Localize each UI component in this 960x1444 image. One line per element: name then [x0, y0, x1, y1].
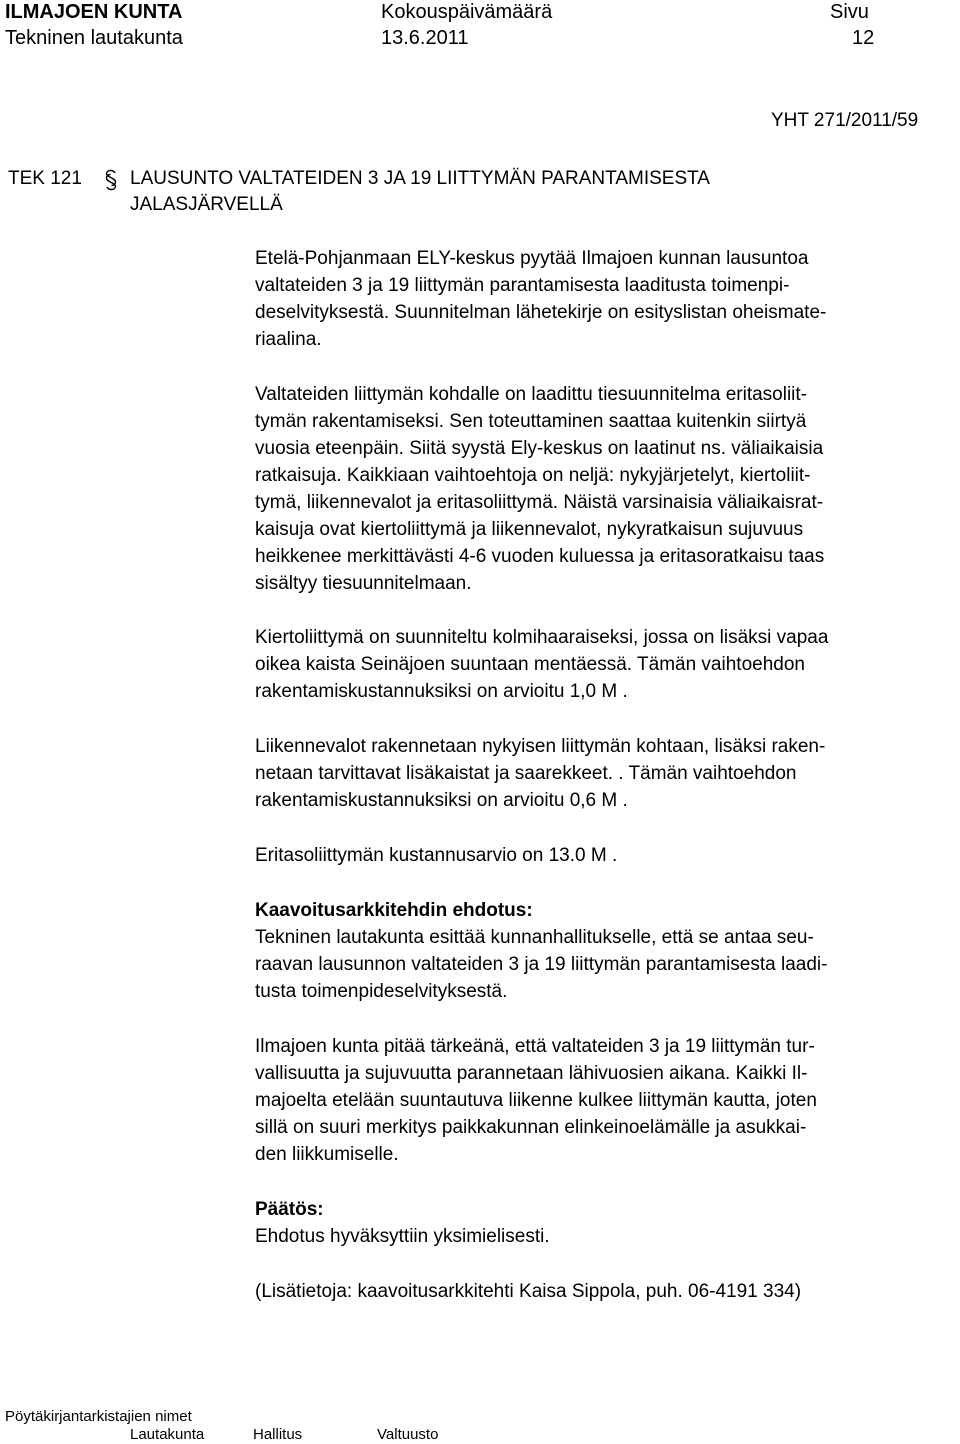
org-name: ILMAJOEN KUNTA — [5, 1, 183, 23]
reference-number: YHT 271/2011/59 — [771, 110, 919, 131]
paragraph-request — [255, 245, 955, 353]
page-label: Sivu — [830, 1, 869, 23]
text-line: vuosia eteenpäin. Siitä syystä Ely-keskus on laatinut ns. väliaikaisia — [255, 438, 824, 459]
text-line: rakentamiskustannuksiksi on arvioitu 0,6 M . — [255, 790, 628, 811]
text-line: Ilmajoen kunta pitää tärkeänä, että valtateiden 3 ja 19 liittymän tur- — [255, 1036, 815, 1057]
decision-text: Ehdotus hyväksyttiin yksimielisesti. — [255, 1226, 550, 1247]
text-line: Tekninen lautakunta esittää kunnanhallitukselle, että se antaa seu- — [255, 927, 814, 948]
text-line: valtateiden 3 ja 19 liittymän parantamisesta laaditusta toimenpi- — [255, 275, 790, 296]
page-number: 12 — [852, 27, 875, 49]
decision-label: Päätös: — [255, 1199, 324, 1220]
text-line: Kiertoliittymä on suunniteltu kolmihaaraiseksi, jossa on lisäksi vapaa — [255, 627, 829, 648]
meeting-date: 13.6.2011 — [381, 27, 469, 49]
text-line: tymä, liikennevalot ja eritasoliittymä. Näistä varsinaisia väliaikaisrat- — [255, 492, 824, 513]
title-line-1: LAUSUNTO VALTATEIDEN 3 JA 19 LIITTYMÄN PARANTAMISESTA — [130, 168, 710, 189]
proposal-section — [255, 897, 955, 1005]
footer-col-hallitus: Hallitus — [253, 1426, 303, 1443]
text-line: rakentamiskustannuksiksi on arvioitu 1,0 M . — [255, 681, 628, 702]
text-line: vallisuutta ja sujuvuutta parannetaan lähivuosien aikana. Kaikki Il- — [255, 1063, 808, 1084]
proposal-label: Kaavoitusarkkitehdin ehdotus: — [255, 900, 533, 921]
section-code: TEK 121 — [8, 168, 82, 189]
text-line: raavan lausunnon valtateiden 3 ja 19 liittymän parantamisesta laadi- — [255, 954, 828, 975]
paragraph-background — [255, 381, 955, 597]
text-line: sisältyy tiesuunnitelmaan. — [255, 573, 472, 594]
text-line: riaalina. — [255, 329, 322, 350]
text-line: sillä on suuri merkitys paikkakunnan elinkeinoelämälle ja asukkai- — [255, 1117, 807, 1138]
date-label: Kokouspäivämäärä — [381, 1, 553, 23]
contact-info — [255, 1278, 955, 1305]
paragraph-roundabout — [255, 624, 955, 705]
footer-checkers-label: Pöytäkirjantarkistajien nimet — [5, 1408, 192, 1425]
text-line: oikea kaista Seinäjoen suuntaan mentäessä. Tämän vaihtoehdon — [255, 654, 805, 675]
footer-col-lautakunta: Lautakunta — [130, 1426, 205, 1443]
text-line: Eritasoliittymän kustannusarvio on 13.0 M . — [255, 845, 618, 866]
text-line: kaisuja ovat kiertoliittymä ja liikennevalot, nykyratkaisun sujuvuus — [255, 519, 804, 540]
text-line: deselvityksestä. Suunnitelman lähetekirje on esityslistan oheismate- — [255, 302, 827, 323]
paragraph-traffic-lights — [255, 733, 955, 814]
text-line: Valtateiden liittymän kohdalle on laadittu tiesuunnitelma eritasoliit- — [255, 384, 808, 405]
text-line: Liikennevalot rakennetaan nykyisen liittymän kohtaan, lisäksi raken- — [255, 736, 826, 757]
text-line: ratkaisuja. Kaikkiaan vaihtoehtoja on neljä: nykyjärjetelyt, kiertoliit- — [255, 465, 811, 486]
text-line: majoelta etelään suuntautuva liikenne kulkee liittymän kautta, joten — [255, 1090, 817, 1111]
contact-line: (Lisätietoja: kaavoitusarkkitehti Kaisa Sippola, puh. 06-4191 334) — [255, 1281, 802, 1302]
text-line: heikkenee merkittävästi 4-6 vuoden kuluessa ja eritasoratkaisu taas — [255, 546, 825, 567]
text-line: tusta toimenpideselvityksestä. — [255, 981, 508, 1002]
text-line: tymän rakentamiseksi. Sen toteuttaminen saattaa kuitenkin siirtyä — [255, 411, 807, 432]
decision-section — [255, 1196, 955, 1250]
text-line: den liikkumiselle. — [255, 1144, 399, 1165]
title-line-2: JALASJÄRVELLÄ — [130, 194, 283, 215]
footer-col-valtuusto: Valtuusto — [377, 1426, 439, 1443]
section-sign-icon — [104, 169, 118, 191]
paragraph-statement — [255, 1033, 955, 1168]
text-line: Etelä-Pohjanmaan ELY-keskus pyytää Ilmajoen kunnan lausuntoa — [255, 248, 809, 269]
committee-name: Tekninen lautakunta — [5, 27, 183, 49]
paragraph-interchange-cost — [255, 842, 955, 869]
text-line: netaan tarvittavat lisäkaistat ja saarekkeet. . Tämän vaihtoehdon — [255, 763, 797, 784]
